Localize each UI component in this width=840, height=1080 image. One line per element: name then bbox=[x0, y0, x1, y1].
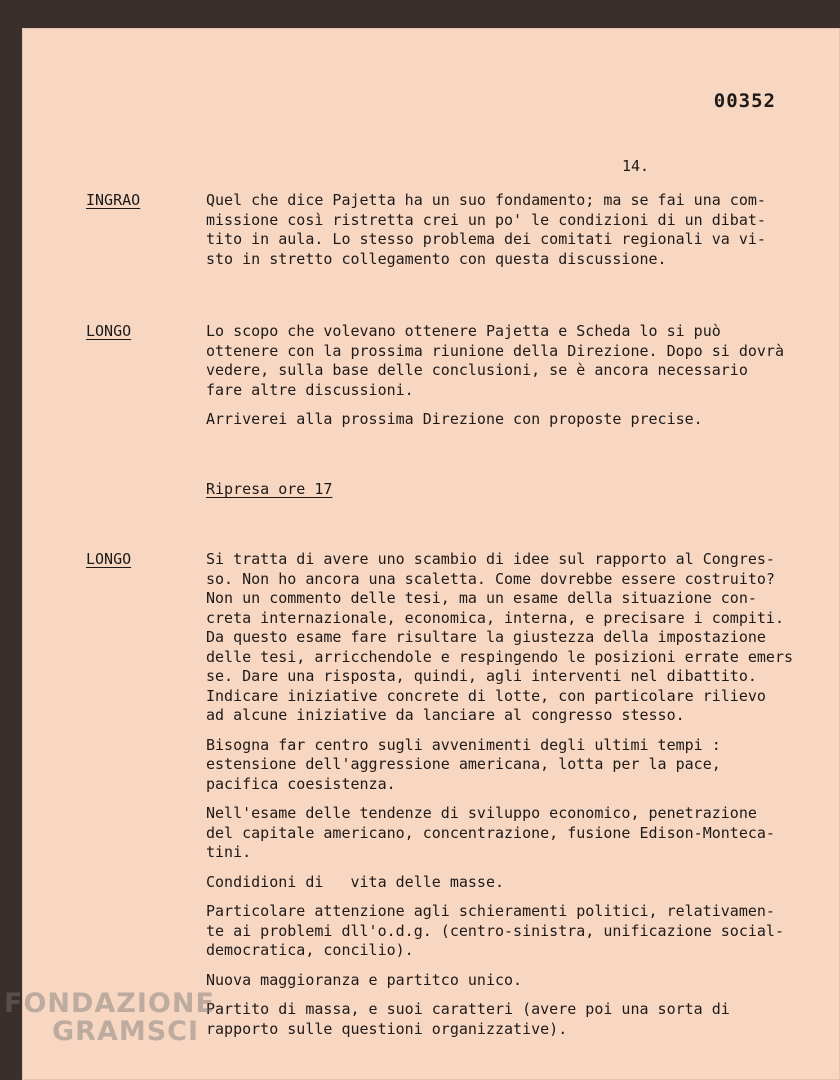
text-line: estensione dell'aggressione americana, lotta per la pace, bbox=[206, 755, 721, 773]
text-line: Nuova maggioranza e partitco unico. bbox=[206, 970, 523, 989]
paragraph bbox=[206, 550, 818, 726]
section-heading bbox=[206, 480, 818, 500]
text-line: rapporto sulle questioni organizzative). bbox=[206, 1019, 568, 1038]
text-line: te ai problemi dll'o.d.g. (centro-sinistra, unificazione social- bbox=[206, 921, 784, 940]
paragraph bbox=[206, 322, 818, 400]
text-line: Arriverei alla prossima Direzione con proposte precise. bbox=[206, 410, 703, 428]
text-line: Nell'esame delle tendenze di sviluppo economico, penetrazione bbox=[206, 804, 757, 822]
text-line: Si tratta di avere uno scambio di idee sul rapporto al Congres- bbox=[206, 550, 775, 568]
text-line: Indicare iniziative concrete di lotte, con particolare rilievo bbox=[206, 686, 766, 705]
text-line: democratica, concilio). bbox=[206, 941, 414, 959]
entry-ingrao-text bbox=[206, 191, 818, 279]
entry-longo-text bbox=[206, 322, 818, 440]
watermark-line-1: FONDAZIONE bbox=[4, 988, 215, 1019]
text-line: tito in aula. Lo stesso problema dei comitati regionali va vi- bbox=[206, 230, 766, 248]
text-line: Lo scopo che volevano ottenere Pajetta e Scheda lo si può bbox=[206, 322, 721, 340]
text-line: Partito di massa, e suoi caratteri (avere poi una sorta di bbox=[206, 1000, 730, 1018]
paragraph bbox=[206, 804, 818, 863]
text-line: ad alcune iniziative da lanciare al congresso stesso. bbox=[206, 706, 685, 724]
text-line: fare altre discussioni. bbox=[206, 380, 414, 399]
text-line: pacifica coesistenza. bbox=[206, 774, 396, 793]
text-line: Particolare attenzione agli schieramenti politici, relativamen- bbox=[206, 902, 775, 920]
text-line: Bisogna far centro sugli avvenimenti degli ultimi tempi : bbox=[206, 735, 721, 754]
text-line: Condidioni di vita delle masse. bbox=[206, 872, 505, 891]
entry-longo-second-text bbox=[206, 550, 818, 1049]
text-line: creta internazionale, economica, interna, e precisare i compiti. bbox=[206, 608, 784, 627]
text-line: tini. bbox=[206, 843, 252, 861]
text-line: so. Non ho ancora una scaletta. Come dovrebbe essere costruito? bbox=[206, 569, 775, 588]
text-line: Quel che dice Pajetta ha un suo fondamento; ma se fai una com- bbox=[206, 191, 766, 209]
speaker-longo: LONGO bbox=[86, 322, 132, 340]
paragraph bbox=[206, 191, 818, 269]
document-number: 00352 bbox=[713, 90, 776, 112]
watermark-line-2: GRAMSCI bbox=[52, 1016, 200, 1047]
paragraph bbox=[206, 1000, 818, 1039]
page-number: 14. bbox=[622, 157, 650, 175]
paragraph bbox=[206, 971, 818, 991]
fondazione-gramsci-watermark bbox=[4, 990, 215, 1046]
speaker-ingrao: INGRAO bbox=[86, 191, 141, 209]
text-line: delle tesi, arricchendole e respingendo le posizioni errate emers bbox=[206, 647, 793, 666]
text-line: del capitale americano, concentrazione, fusione Edison-Monteca- bbox=[206, 823, 775, 842]
text-line: vedere, sulla base delle conclusioni, se è ancora necessario bbox=[206, 361, 748, 379]
paragraph bbox=[206, 410, 818, 430]
text-line: ottenere con la prossima riunione della Direzione. Dopo si dovrà bbox=[206, 341, 784, 360]
text-line: Da questo esame fare risultare la giustezza della impostazione bbox=[206, 628, 766, 646]
text-line: se. Dare una risposta, quindi, agli interventi nel dibattito. bbox=[206, 667, 757, 685]
paragraph bbox=[206, 873, 818, 893]
text-line: missione così ristretta crei un po' le condizioni di un dibat- bbox=[206, 210, 766, 229]
document-page bbox=[22, 28, 840, 1080]
paragraph bbox=[206, 902, 818, 961]
paragraph bbox=[206, 736, 818, 795]
heading-text: Ripresa ore 17 bbox=[206, 480, 333, 498]
speaker-longo-second: LONGO bbox=[86, 550, 132, 568]
text-line: sto in stretto collegamento con questa discussione. bbox=[206, 249, 667, 268]
text-line: Non un commento delle tesi, ma un esame della situazione con- bbox=[206, 589, 757, 607]
